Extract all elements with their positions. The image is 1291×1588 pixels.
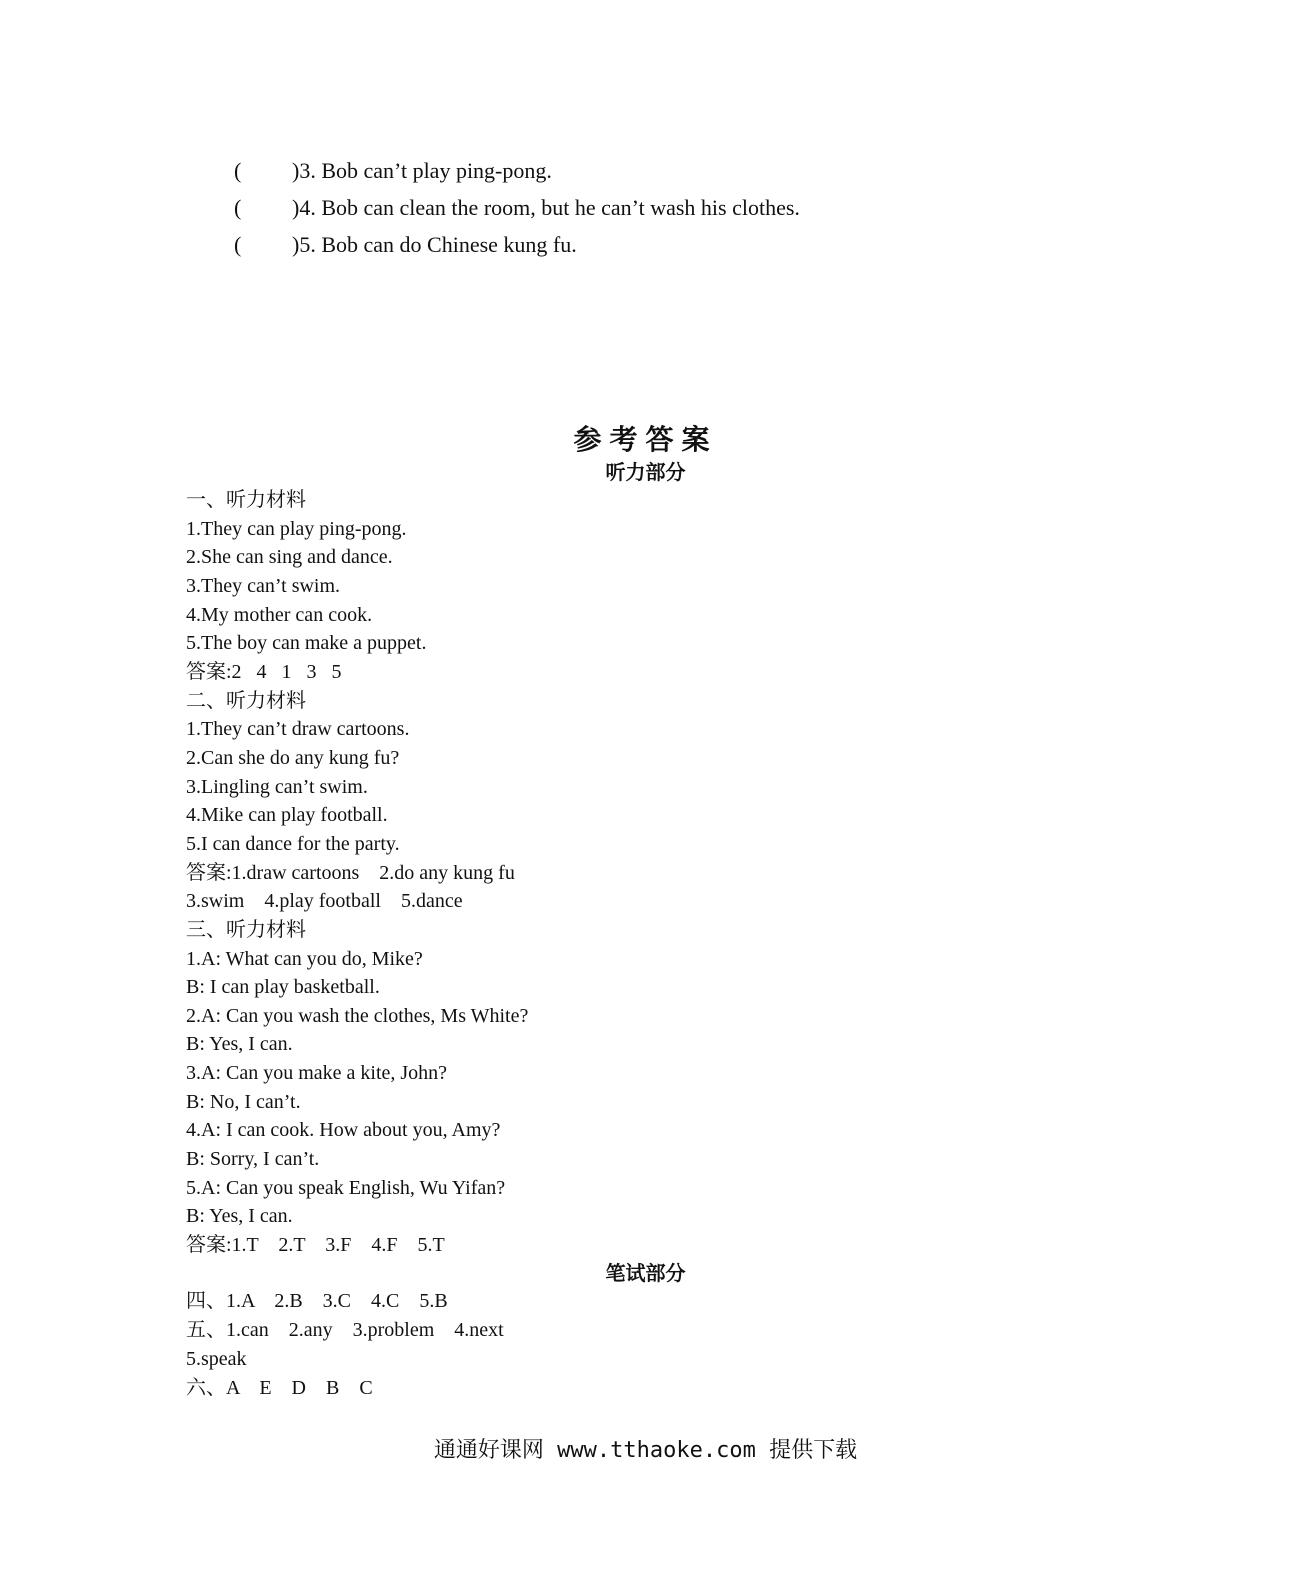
dialogue-line: B: Sorry, I can’t.	[186, 1148, 320, 1171]
answer-line: 5.speak	[186, 1348, 247, 1370]
script-line: 5.I can dance for the party.	[186, 832, 400, 855]
script-line: 4.My mother can cook.	[186, 603, 373, 626]
script-line: 3.They can’t swim.	[186, 574, 341, 597]
answer-blank-paren: (	[234, 232, 242, 257]
dialogue-line: 2.A: Can you wash the clothes, Ms White?	[186, 1004, 529, 1027]
answer-line: 答案:2 4 1 3 5	[186, 660, 342, 683]
footer-watermark-text: 通通好课网 www.tthaoke.com 提供下载	[433, 1438, 858, 1463]
dialogue-line: 5.A: Can you speak English, Wu Yifan?	[186, 1176, 506, 1199]
section-label: 一、听力材料	[186, 489, 306, 511]
listening-answers	[186, 486, 1086, 1260]
written-section-heading: 笔试部分	[605, 1261, 686, 1285]
dialogue-line: B: I can play basketball.	[186, 976, 380, 999]
script-line: 2.She can sing and dance.	[186, 546, 393, 569]
section-label: 三、听力材料	[186, 918, 306, 941]
answer-line: 六、A E D B C	[186, 1377, 373, 1399]
answer-line: 答案:1.draw cartoons 2.do any kung fu	[186, 861, 515, 884]
script-line: 4.Mike can play football.	[186, 804, 388, 827]
true-false-item	[234, 152, 1134, 189]
question-text: )4. Bob can clean the room, but he can’t wash his clothes.	[292, 195, 800, 220]
script-line: 2.Can she do any kung fu?	[186, 746, 400, 769]
script-line: 1.They can’t draw cartoons.	[186, 718, 410, 741]
answer-blank-paren: (	[234, 195, 242, 220]
dialogue-line: B: Yes, I can.	[186, 1205, 293, 1228]
true-false-item	[234, 226, 1134, 263]
dialogue-line: B: No, I can’t.	[186, 1090, 301, 1113]
script-line: 1.They can play ping-pong.	[186, 517, 407, 540]
written-answers	[186, 1287, 1086, 1403]
dialogue-line: 3.A: Can you make a kite, John?	[186, 1062, 448, 1085]
question-text: )3. Bob can’t play ping-pong.	[292, 158, 552, 183]
true-false-item	[234, 189, 1134, 226]
question-text: )5. Bob can do Chinese kung fu.	[292, 232, 577, 257]
dialogue-line: 4.A: I can cook. How about you, Amy?	[186, 1119, 501, 1142]
script-line: 5.The boy can make a puppet.	[186, 632, 427, 655]
dialogue-line: B: Yes, I can.	[186, 1033, 293, 1056]
answer-blank-paren: (	[234, 158, 242, 183]
true-false-questions	[234, 152, 1134, 263]
script-line: 3.Lingling can’t swim.	[186, 775, 368, 798]
answer-line: 3.swim 4.play football 5.dance	[186, 890, 463, 913]
answer-key-title: 参考答案	[573, 423, 718, 456]
dialogue-line: 1.A: What can you do, Mike?	[186, 947, 423, 970]
section-label: 二、听力材料	[186, 689, 306, 712]
answer-line: 五、1.can 2.any 3.problem 4.next	[186, 1319, 504, 1341]
answer-line: 四、1.A 2.B 3.C 4.C 5.B	[186, 1290, 448, 1312]
listening-section-heading: 听力部分	[605, 460, 686, 484]
answer-line: 答案:1.T 2.T 3.F 4.F 5.T	[186, 1234, 445, 1257]
